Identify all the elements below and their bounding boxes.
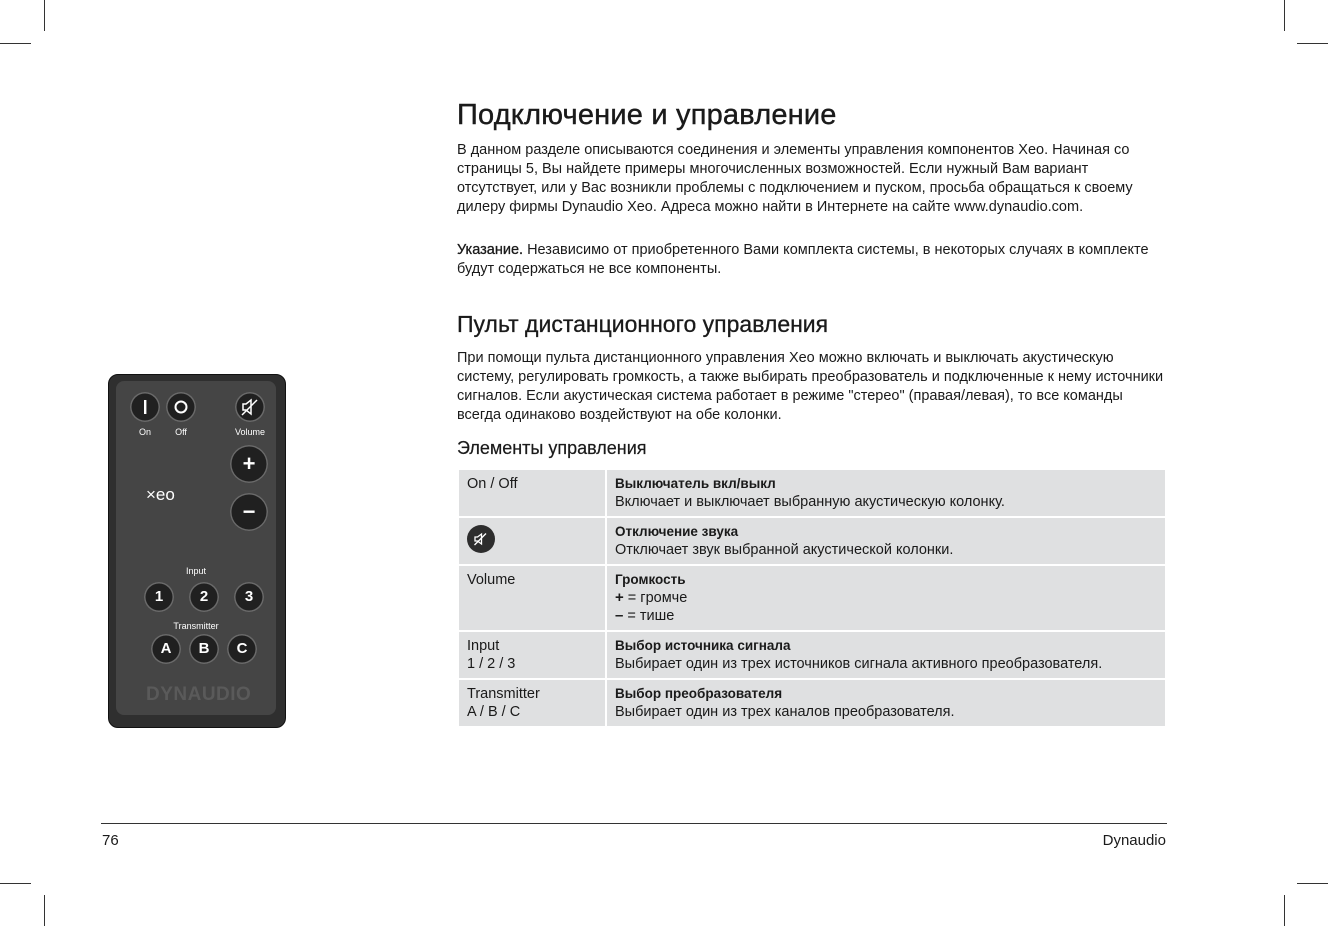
remote-section-heading: Пульт дистанционного управления [457,311,829,337]
control-cell [459,518,605,564]
description-cell [607,470,1165,516]
volume-label: Volume [234,427,266,437]
volume-up-icon: + [230,445,268,483]
note-text: Независимо от приобретенного Вами комплекта системы, в некоторых случаях в комплекте будут содержаться не все компоненты. [457,242,1149,277]
remote-face [116,381,276,715]
input-2-button: 2 [189,582,219,612]
description-cell [607,518,1165,564]
controls-table [457,468,1167,728]
transmitter-label: Transmitter [173,621,219,631]
transmitter-c-button: C [227,634,257,664]
description-cell [607,632,1165,678]
minus-icon: – [615,607,624,624]
mute-icon [235,392,265,422]
input-1-button: 1 [144,582,174,612]
footer-divider [101,823,1167,824]
volume-up-line [615,589,1157,607]
row-description: Включает и выключает выбранную акустическую колонку. [615,494,1005,510]
control-cell [459,632,605,678]
transmitter-b-button: B [189,634,219,664]
table-row [459,470,1165,516]
crop-mark [44,0,45,31]
volume-down-icon: − [230,493,268,531]
crop-mark [1284,0,1285,31]
volume-down-text: = тише [623,608,675,624]
control-cell: Volume [459,566,605,630]
remote-control-illustration [108,374,286,728]
intro-paragraph: В данном разделе описываются соединения и элементы управления компонентов Xeo. Начиная со страницы 5, Вы найдете примеры многочисленных возможностей. Если нужный Вам вариант отсутствует, или у Вас возникли проблемы с подключением и пуском, просьба обращаться к своему дилеру фирмы Dynaudio Xeo. Адреса можно найти в Интернете на сайте www.dynaudio.com. [457,142,1133,215]
table-row [459,518,1165,564]
control-name: Input [467,638,500,654]
control-cell: On / Off [459,470,605,516]
crop-mark [0,883,31,884]
row-title: Выбор источника сигнала [615,638,791,653]
xeo-logo: ×eo [146,485,175,504]
row-description: Выбирает один из трех каналов преобразователя. [615,704,955,720]
row-title: Выбор преобразователя [615,686,783,701]
note-paragraph [457,241,1167,279]
description-cell [607,566,1165,630]
on-label: On [138,427,151,437]
table-row [459,680,1165,726]
control-sub: A / B / C [467,704,521,720]
power-on-icon [130,392,160,422]
input-3-button: 3 [234,582,264,612]
table-row [459,566,1165,630]
plus-icon: + [615,589,624,606]
power-off-icon [166,392,196,422]
row-title: Отключение звука [615,524,739,539]
crop-mark [0,43,31,44]
input-label: Input [185,566,207,576]
row-description: Отключает звук выбранной акустической колонки. [615,542,954,558]
volume-up-text: = громче [623,590,688,606]
crop-mark [44,895,45,926]
note-label: Указание. [457,242,524,258]
row-title: Выключатель вкл/выкл [615,476,776,491]
crop-mark [1297,43,1328,44]
page-number: 76 [102,832,119,849]
table-row [459,632,1165,678]
volume-down-line [615,607,1157,625]
remote-section-paragraph: При помощи пульта дистанционного управления Xeo можно включать и выключать акустическую систему, регулировать громкость, а также выбирать преобразователь и подключенные к нему источники сигналов. Если акустическая система работает в режиме "стерео" (правая/левая), то все команды всегда одинаково воздействуют на обе колонки. [457,350,1164,423]
description-cell [607,680,1165,726]
page-title: Подключение и управление [457,99,837,131]
control-cell [459,680,605,726]
page-content [457,98,1167,720]
footer-brand: Dynaudio [1102,832,1166,849]
off-label: Off [175,427,187,437]
transmitter-a-button: A [151,634,181,664]
controls-heading: Элементы управления [457,438,647,458]
dynaudio-logo: DYNAUDIO [146,684,252,705]
row-title: Громкость [615,572,686,587]
control-sub: 1 / 2 / 3 [467,656,516,672]
row-description: Выбирает один из трех источников сигнала активного преобразователя. [615,656,1103,672]
crop-mark [1284,895,1285,926]
control-name: Transmitter [467,686,540,702]
crop-mark [1297,883,1328,884]
mute-icon [467,525,495,553]
